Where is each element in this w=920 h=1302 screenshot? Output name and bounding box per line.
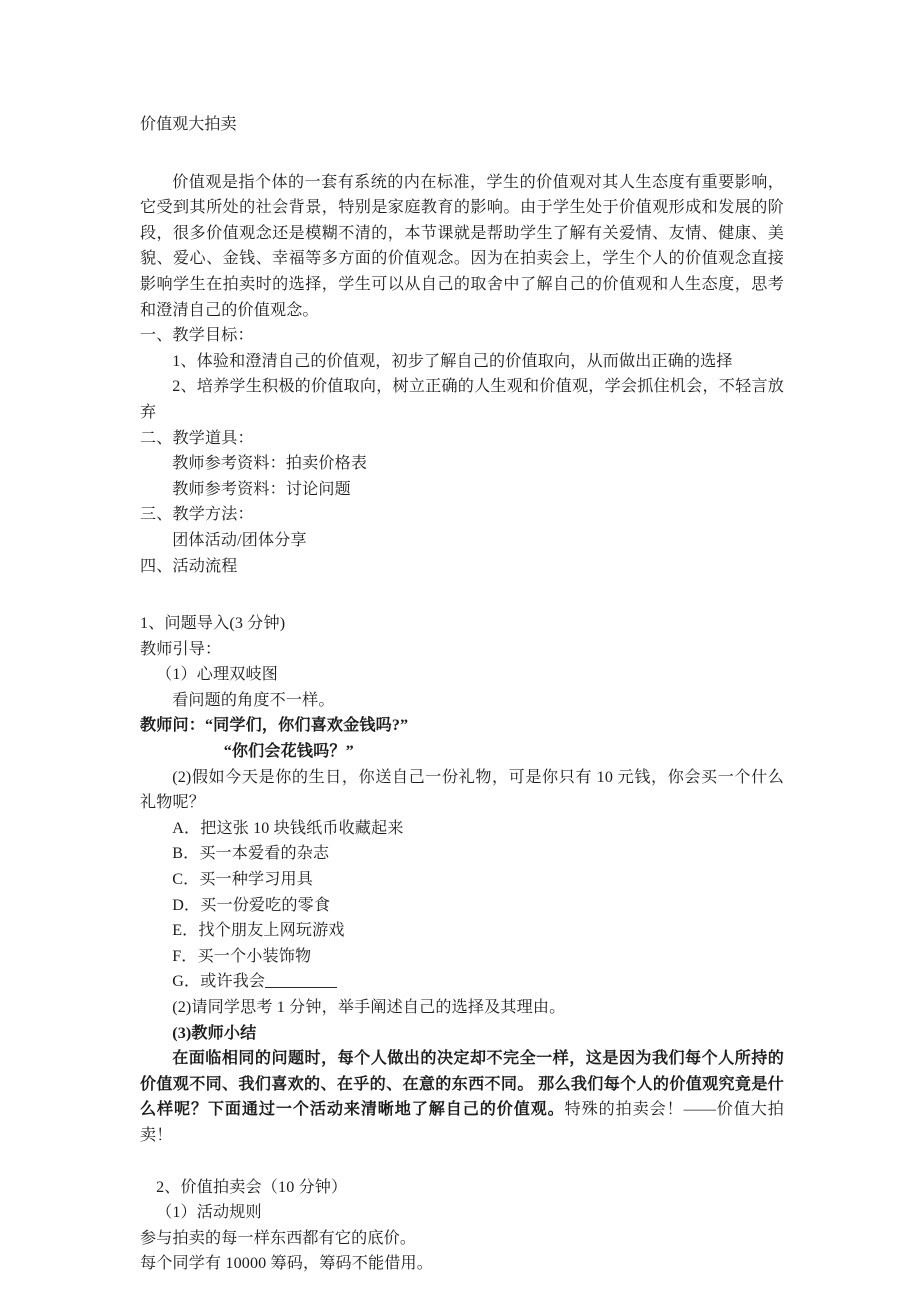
summary-tail-text: 特殊的拍卖会！——价值大拍卖！ (140, 1101, 785, 1144)
intro-paragraph: 价值观是指个体的一套有系统的内在标准，学生的价值观对其人生态度有重要影响，它受到其所处的社会背景，特别是家庭教育的影响。由于学生处于价值观形成和发展的阶段，很多价值观念还是模糊不清的，本节课就是帮助学生了解有关爱情、友情、健康、美貌、爱心、金钱、幸福等多方面的价值观念。因为在拍卖会上，学生个人的价值观念直接影响学生在拍卖时的选择，学生可以从自己的取舍中了解自己的价值观和人生态度，思考和澄清自己的价值观念。 (140, 173, 784, 319)
objective-item-2: 2、培养学生积极的价值取向，树立正确的人生观和价值观，学会抓住机会，不轻言放弃 (140, 378, 784, 421)
step1-question-2: (2)假如今天是你的生日，你送自己一份礼物，可是你只有 10 元钱，你会买一个什么礼物呢？ (140, 768, 784, 812)
option-item-d: D．买一份爱吃的零食 (172, 896, 331, 914)
option-item-f: F．买一个小装饰物 (172, 947, 312, 965)
step2-rule-1: 参与拍卖的每一样东西都有它的底价。 (140, 1229, 417, 1247)
methods-item-1: 团体活动/团体分享 (172, 531, 307, 549)
heading-teaching-objectives: 一、教学目标： (140, 327, 254, 345)
spacer-before-step2 (140, 1149, 784, 1175)
option-item-c: C．买一种学习用具 (172, 871, 314, 889)
option-item-a: A．把这张 10 块钱纸币收藏起来 (172, 819, 404, 837)
step2-heading: 2、价值拍卖会（10 分钟） (156, 1178, 348, 1196)
heading-teaching-methods: 三、教学方法： (140, 506, 254, 524)
objective-item-1: 1、体验和澄清自己的价值观，初步了解自己的价值取向，从而做出正确的选择 (172, 352, 733, 370)
spacer-after-title (140, 138, 784, 170)
summary-bold-text: 在面临相同的问题时，每个人做出的决定却不完全一样，这是因为我们每个人所持的价值观不同、我们喜欢的、在乎的、在意的东西不同。 那么我们每个人的价值观究竟是什么样呢？下面通过一个活动来清晰地了解自己的价值观。 (140, 1050, 784, 1119)
heading-activity-flow: 四、活动流程 (140, 557, 238, 575)
heading-teaching-props: 二、教学道具： (140, 429, 254, 447)
step1-summary-heading: (3)教师小结 (172, 1024, 257, 1042)
step2-rule-2: 每个同学有 10000 筹码，筹码不能借用。 (140, 1255, 433, 1273)
document-title: 价值观大拍卖 (140, 116, 237, 133)
option-item-e: E．找个朋友上网玩游戏 (172, 922, 345, 940)
option-item-b: B．买一本爱看的杂志 (172, 845, 330, 863)
step1-teacher-guide-label: 教师引导： (140, 640, 222, 658)
option-g-blank-field[interactable] (265, 987, 337, 988)
step1-item-1: （1）心理双岐图 (156, 666, 278, 684)
step2-rules-heading: （1）活动规则 (156, 1204, 262, 1222)
step1-summary-paragraph (140, 1046, 784, 1148)
spacer-before-step1 (140, 579, 784, 611)
document-body (140, 112, 784, 1277)
props-item-2: 教师参考资料：讨论问题 (172, 480, 351, 498)
props-item-1: 教师参考资料：拍卖价格表 (172, 455, 368, 473)
teacher-question-line-1: 教师问：“同学们，你们喜欢金钱吗?” (140, 717, 409, 735)
teacher-question-line-2: “你们会花钱吗？” (223, 743, 354, 761)
step1-item-1-note: 看问题的角度不一样。 (172, 691, 335, 709)
step1-heading: 1、问题导入(3 分钟) (140, 615, 286, 633)
option-g-label: G．或许我会 (172, 973, 266, 991)
step1-question-2b: (2)请同学思考 1 分钟，举手阐述自己的选择及其理由。 (172, 999, 566, 1016)
option-item-g (140, 969, 784, 995)
